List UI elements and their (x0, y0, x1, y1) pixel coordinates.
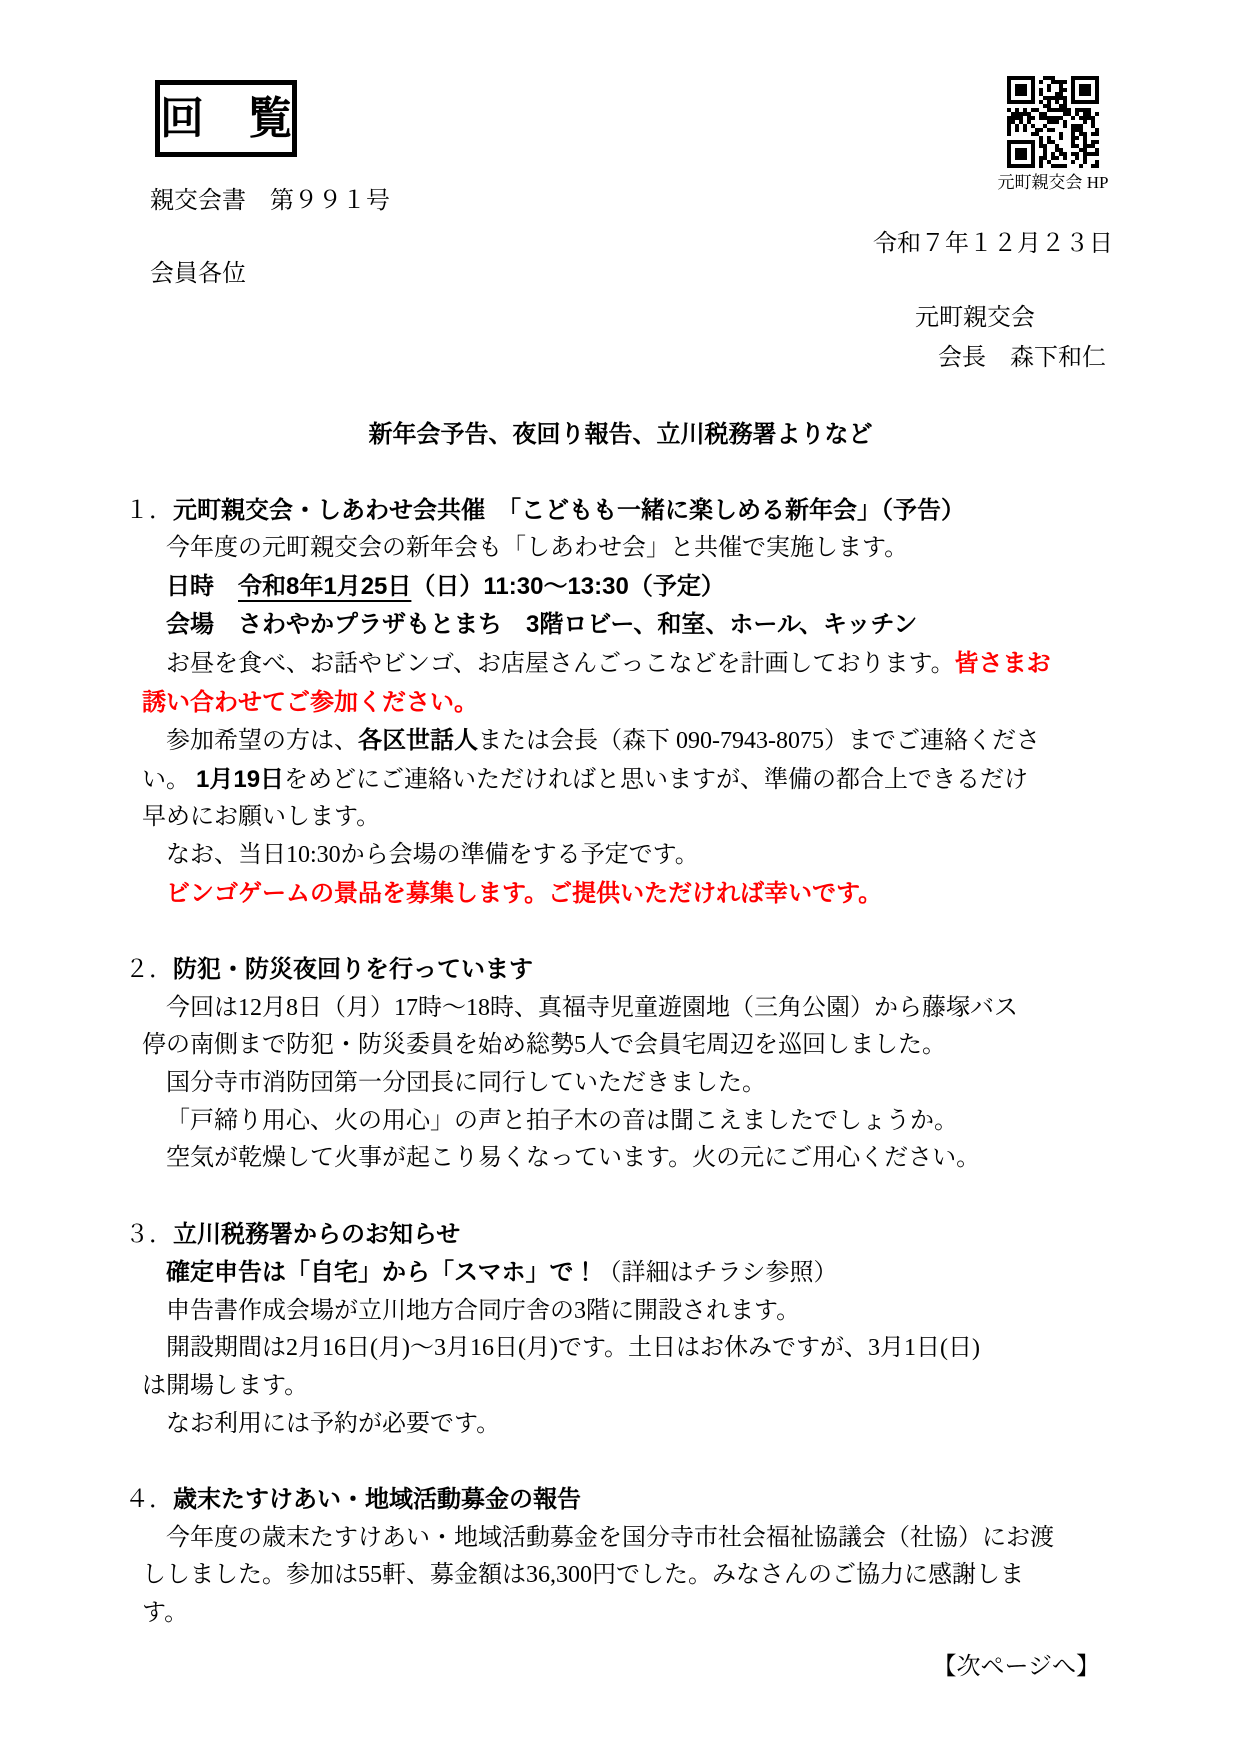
text-segment: をめどにご連絡いただければと思いますが、準備の都合上できるだけ (284, 766, 1029, 793)
body-content (0, 416, 1241, 1633)
text-line (166, 1103, 1116, 1141)
text-line (166, 990, 1116, 1028)
text-line (166, 875, 1116, 914)
text-segment: す。 (142, 1600, 189, 1627)
section-2 (125, 951, 1116, 1178)
section-number: ２． (125, 957, 173, 984)
section-heading (125, 951, 1116, 990)
org-name: 元町親交会 (915, 305, 1035, 331)
text-segment: 各区世話人 (358, 727, 478, 755)
doc-number: 親交会書 第９９１号 (150, 188, 390, 214)
qr-modules (1007, 76, 1099, 168)
text-line (142, 1368, 1116, 1406)
text-segment: 会場 さわやかプラザもとまち 3階ロビー、和室、ホール、キッチン (166, 611, 918, 639)
section-heading (125, 1216, 1116, 1255)
text-segment: ししました。参加は55軒、募金額は36,300円でした。みなさんのご協力に感謝しま (142, 1562, 1024, 1589)
qr-caption: 元町親交会 HP (997, 173, 1109, 192)
text-segment: 日時 (166, 572, 238, 600)
section-number: １． (125, 497, 173, 524)
text-segment: 申告書作成会場が立川地方合同庁舎の3階に開設されます。 (166, 1297, 801, 1324)
text-line (142, 761, 1116, 800)
text-segment: なお、当日10:30から会場の準備をする予定です。 (166, 841, 699, 868)
section-title: 元町親交会・しあわせ会共催 「こどもも一緒に楽しめる新年会」（予告） (173, 496, 965, 524)
section-3 (125, 1216, 1116, 1444)
section-title: 歳末たすけあい・地域活動募金の報告 (173, 1486, 581, 1514)
section-4 (125, 1481, 1116, 1632)
section-heading (125, 492, 1116, 531)
kairan-label: 回 覧 (160, 93, 292, 143)
text-line (142, 1027, 1116, 1065)
text-segment: （詳細はチラシ参照） (597, 1260, 838, 1287)
text-segment: 空気が乾燥して火事が起こり易くなっています。火の元にご用心ください。 (166, 1145, 981, 1172)
page-title: 新年会予告、夜回り報告、立川税務署よりなど (368, 421, 873, 448)
text-segment: い。 (142, 766, 196, 793)
text-segment: 1月19日 (196, 765, 285, 793)
text-line (166, 1406, 1116, 1444)
text-line (142, 799, 1116, 837)
text-line (166, 1140, 1116, 1178)
president-name: 会長 森下和仁 (938, 345, 1106, 371)
text-line (166, 1065, 1116, 1103)
text-segment: は開場します。 (142, 1373, 309, 1400)
section-1 (125, 492, 1116, 914)
next-page-note: 【次ページへ】 (932, 1654, 1100, 1680)
text-segment: なお利用には予約が必要です。 (166, 1410, 501, 1437)
section-heading (125, 1481, 1116, 1520)
text-segment: 今年度の元町親交会の新年会も「しあわせ会」と共催で実施します。 (166, 535, 909, 562)
text-segment: 皆さまお (954, 649, 1051, 677)
text-line (166, 1330, 1116, 1368)
issue-date: 令和７年１２月２３日 (873, 231, 1113, 257)
section-title: 立川税務署からのお知らせ (173, 1220, 461, 1248)
text-line (166, 530, 1116, 568)
text-segment: 早めにお願いします。 (142, 804, 381, 831)
text-segment: 今回は12月8日（月）17時～18時、真福寺児童遊園地（三角公園）から藤塚バス (166, 994, 1018, 1021)
section-number: ３． (125, 1221, 173, 1248)
text-line (142, 684, 1116, 723)
text-line (166, 1254, 1116, 1293)
text-segment: お昼を食べ、お話やビンゴ、お店屋さんごっこなどを計画しております。 (166, 650, 955, 677)
qr-block (967, 76, 1139, 193)
text-line (166, 1520, 1116, 1558)
section-number: ４． (125, 1487, 173, 1514)
section-title: 防犯・防災夜回りを行っています (173, 956, 533, 984)
text-segment: または会長（森下 090-7943-8075）までご連絡くださ (478, 728, 1040, 755)
text-line (142, 1557, 1116, 1595)
text-line (166, 1293, 1116, 1331)
text-segment: 今年度の歳末たすけあい・地域活動募金を国分寺市社会福祉協議会（社協）にお渡 (166, 1524, 1054, 1551)
text-line (166, 606, 1116, 645)
text-segment: 確定申告は「自宅」から「スマホ」で！ (166, 1259, 598, 1287)
sections (125, 492, 1116, 1633)
text-segment: 「戸締り用心、火の用心」の声と拍子木の音は聞こえましたでしょうか。 (166, 1107, 958, 1134)
recipients: 会員各位 (150, 261, 246, 287)
text-segment: 開設期間は2月16日(月)～3月16日(月)です。土日はお休みですが、3月1日(日) (166, 1335, 981, 1362)
text-segment: 参加希望の方は、 (166, 728, 358, 755)
text-line (166, 722, 1116, 761)
qr-code-icon (1007, 76, 1099, 168)
text-segment: 令和8年1月25日 (238, 572, 412, 600)
text-line (166, 645, 1116, 684)
text-segment: 誘い合わせてご参加ください。 (142, 688, 478, 716)
text-line (142, 1595, 1116, 1633)
kairan-stamp-box (155, 80, 297, 157)
text-line (166, 568, 1116, 607)
text-segment: （日）11:30～13:30（予定） (411, 572, 725, 600)
text-line (166, 837, 1116, 875)
text-segment: 停の南側まで防犯・防災委員を始め総勢5人で会員宅周辺を巡回しました。 (142, 1032, 946, 1059)
text-segment: 国分寺市消防団第一分団長に同行していただきました。 (166, 1069, 766, 1096)
text-segment: ビンゴゲームの景品を募集します。ご提供いただければ幸いです。 (166, 879, 883, 907)
